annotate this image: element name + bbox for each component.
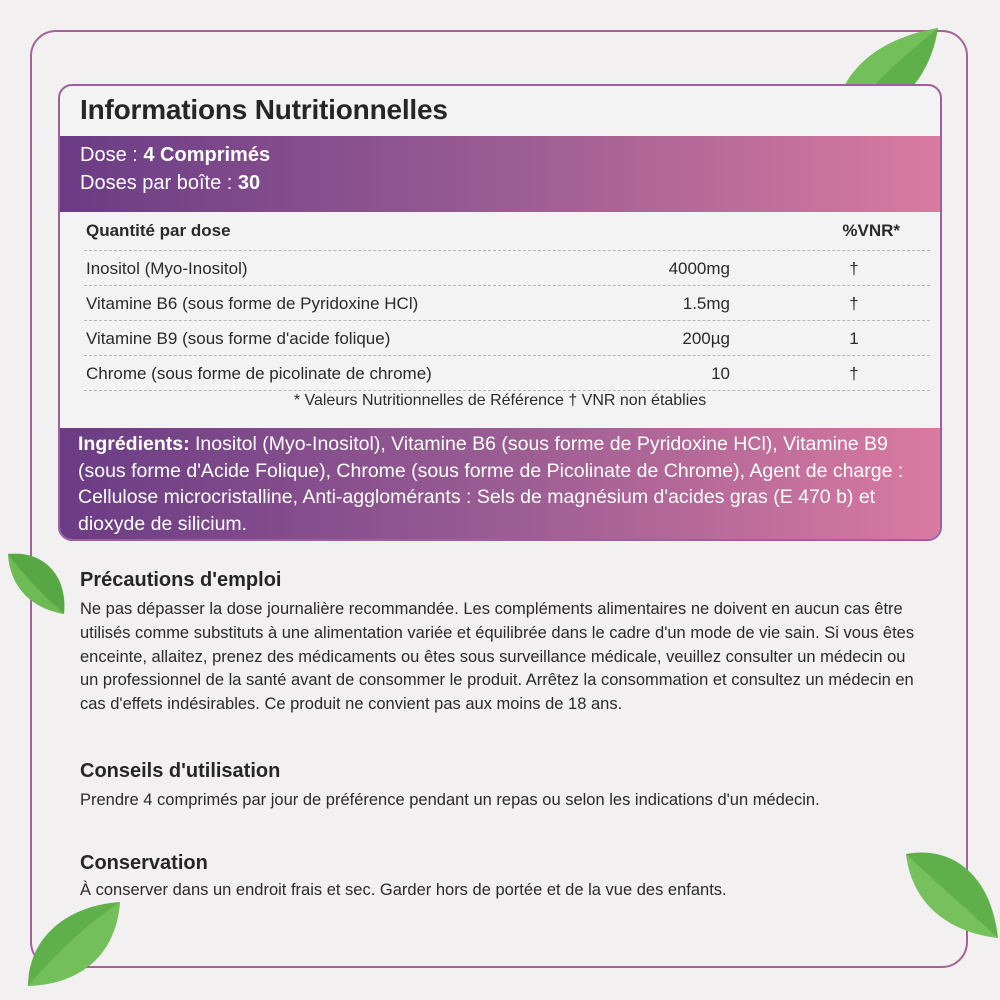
vnr-footnote: * Valeurs Nutritionnelles de Référence † VNR non établies <box>293 392 707 409</box>
ingredients-label: Ingrédients: <box>78 433 190 455</box>
precautions-text: Ne pas dépasser la dose journalière recommandée. Les compléments alimentaires ne doivent en aucun cas être utilisés comme substituts à une alimentation variée et équilibrée dans le cadre d'un mode de vie sain. Si vous êtes enceinte, allaitez, prenez des médicaments ou êtes sous surveillance médicale, veuillez consulter un médecin ou un professionnel de la santé avant de consommer le produit. Arrêtez la consommation et consultez un médecin en cas d'effets indésirables. Ce produit ne convient pas aux moins de 18 ans. <box>80 600 915 714</box>
leaf-icon-bottom-left <box>24 896 124 992</box>
storage-section <box>80 852 922 903</box>
ingredients-band <box>60 428 940 541</box>
nutrient-amount: 200µg <box>682 329 730 348</box>
nutrient-name: Vitamine B9 (sous forme d'acide folique) <box>86 329 391 348</box>
nutrient-amount: 1.5mg <box>682 294 730 313</box>
usage-section <box>80 760 922 813</box>
nutrient-vnr: 1 <box>849 329 859 348</box>
leaf-icon-left <box>4 546 72 618</box>
table-row <box>84 251 930 286</box>
nutrition-table <box>84 212 930 391</box>
header-vnr: %VNR* <box>842 221 900 240</box>
dose-value: 4 Comprimés <box>143 144 271 166</box>
dose-label: Dose : <box>80 144 144 166</box>
dose-line <box>80 144 270 167</box>
nutrient-amount: 4000mg <box>668 259 730 278</box>
storage-text: À conserver dans un endroit frais et sec. Garder hors de portée et de la vue des enfants. <box>80 881 727 899</box>
panel-title: Informations Nutritionnelles <box>80 94 448 125</box>
ingredients-text: Inositol (Myo-Inositol), Vitamine B6 (sous forme de Pyridoxine HCl), Vitamine B9 (sous forme d'Acide Folique), Chrome (sous forme de Picolinate de Chrome), Agent de charge : Cellulose microcristalline, Anti-agglomérants : Sels de magnésium d'acides gras (E 470 b) et dioxyde de silicium. <box>78 433 904 535</box>
nutrient-vnr: † <box>849 294 859 313</box>
nutrient-vnr: † <box>849 259 859 278</box>
table-header-row <box>84 212 930 251</box>
nutrient-name: Chrome (sous forme de picolinate de chrome) <box>86 364 432 383</box>
precautions-title: Précautions d'emploi <box>80 569 282 591</box>
nutrient-name: Inositol (Myo-Inositol) <box>86 259 248 278</box>
dose-band <box>60 136 940 212</box>
table-row <box>84 286 930 321</box>
doses-per-box-label: Doses par boîte : <box>80 172 238 194</box>
usage-title: Conseils d'utilisation <box>80 760 281 782</box>
nutrient-name: Vitamine B6 (sous forme de Pyridoxine HCl) <box>86 294 419 313</box>
header-quantity: Quantité par dose <box>86 221 231 240</box>
doses-per-box-line <box>80 172 260 195</box>
nutrient-vnr: † <box>849 364 859 383</box>
nutrition-panel <box>58 84 942 541</box>
doses-per-box-value: 30 <box>237 172 261 194</box>
storage-title: Conservation <box>80 852 208 874</box>
usage-text: Prendre 4 comprimés par jour de préférence pendant un repas ou selon les indications d'un médecin. <box>80 791 820 809</box>
precautions-section <box>80 569 922 717</box>
nutrient-amount: 10 <box>711 364 730 383</box>
table-row <box>84 356 930 391</box>
table-row <box>84 321 930 356</box>
